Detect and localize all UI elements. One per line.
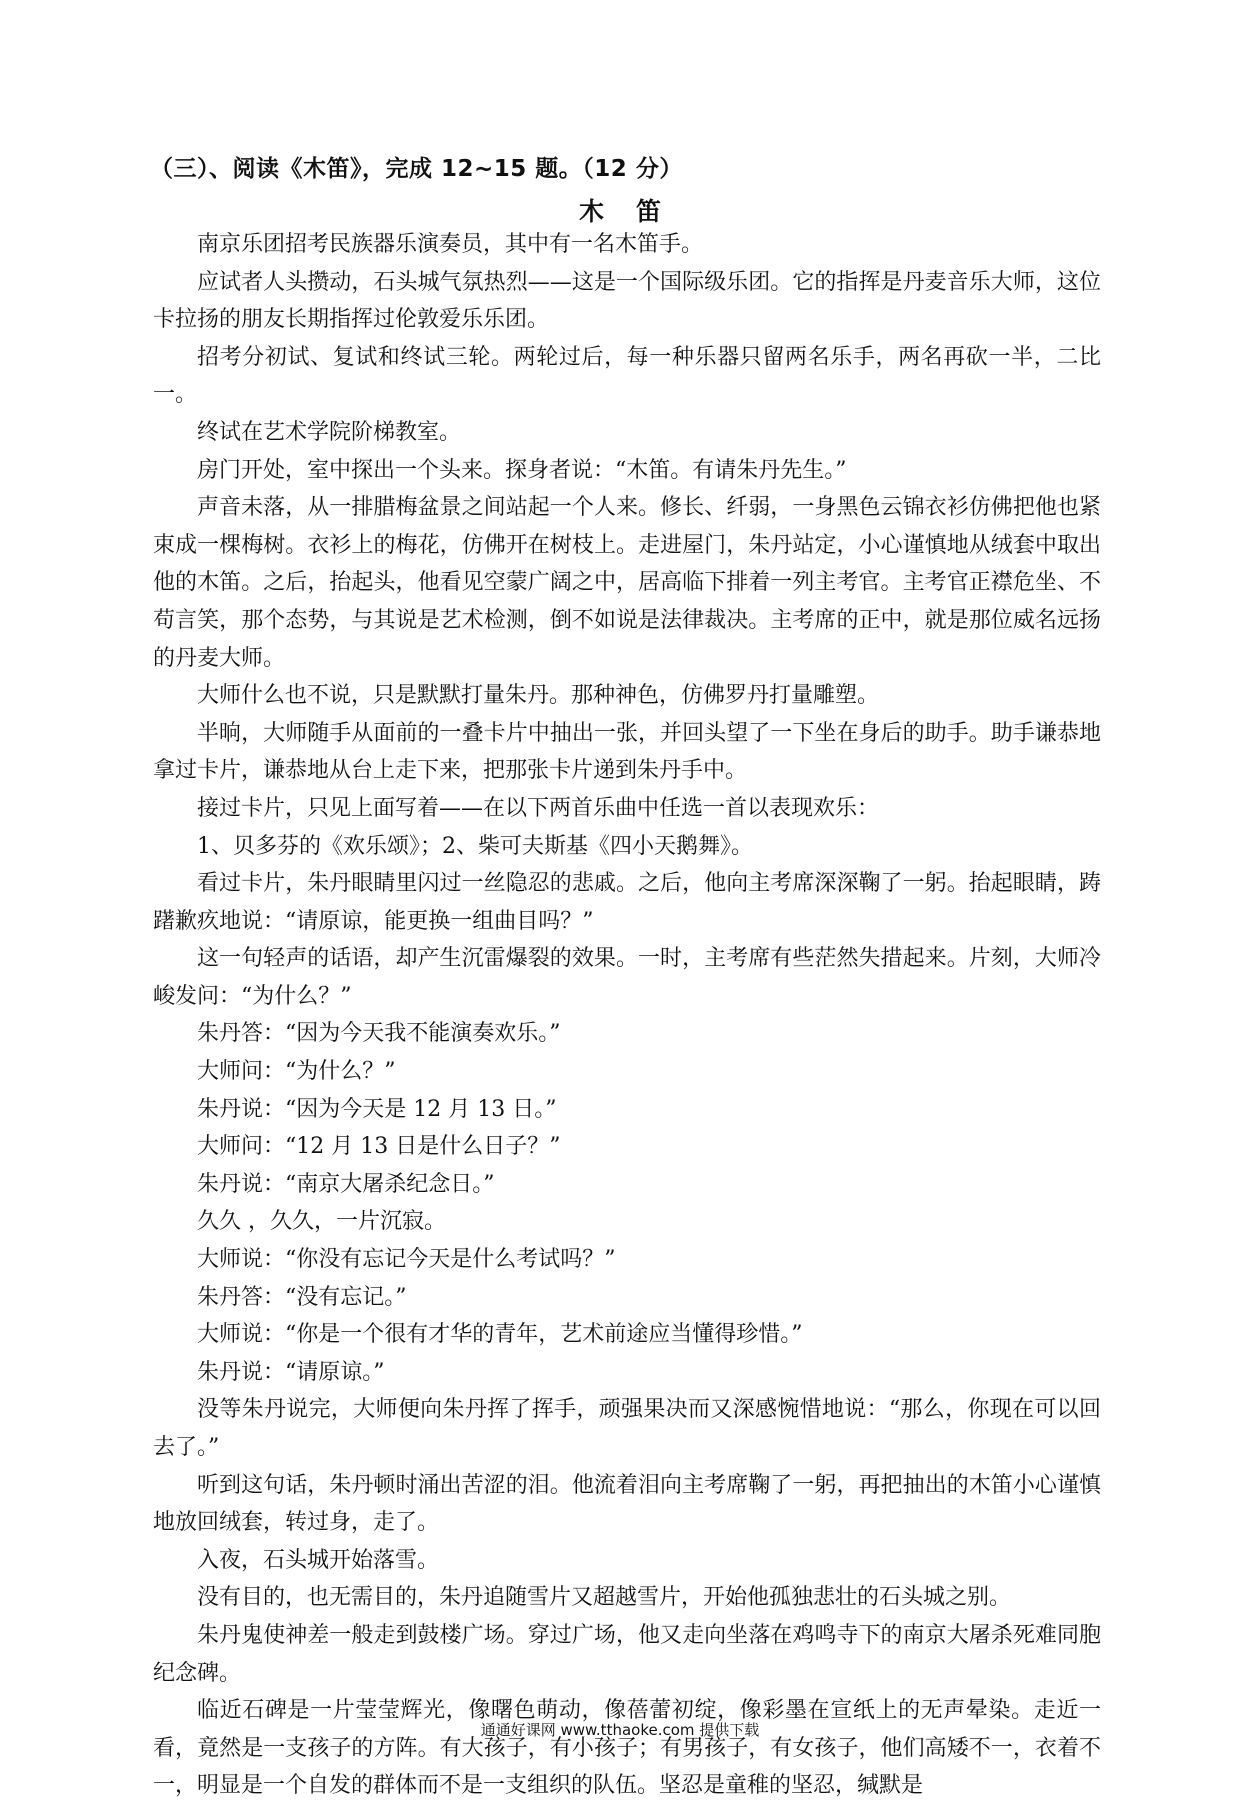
footer-source: 通通好课网 www.tthaoke.com 提供下载	[480, 1721, 760, 1739]
paragraph: 朱丹说：“请原谅。”	[197, 1359, 385, 1385]
paragraph: 临近石碑是一片莹莹辉光，像曙色萌动，像蓓蕾初绽，像彩墨在宣纸上的无声晕染。走近一看，竟然是一支孩子的方阵。有大孩子，有小孩子；有男孩子，有女孩子，他们高矮不一，衣着不一，明显是一个自发的群体而不是一支组织的队伍。坚忍是童稚的坚忍，缄默是	[153, 1698, 1101, 1799]
paragraph: 招考分初试、复试和终试三轮。两轮过后，每一种乐器只留两名乐手，两名再砍一半，二比一。	[153, 344, 1101, 408]
paragraph: 1、贝多芬的《欢乐颂》；2、柴可夫斯基《四小天鹅舞》。	[197, 833, 753, 859]
paragraph: 大师什么也不说，只是默默打量朱丹。那种神色，仿佛罗丹打量雕塑。	[197, 683, 880, 709]
section-heading: （三）、阅读《木笛》，完成 12~15 题。（12 分）	[150, 156, 683, 182]
paragraph: 久久 ，久久，一片沉寂。	[197, 1209, 446, 1235]
paragraph: 朱丹答：“因为今天我不能演奏欢乐。”	[197, 1021, 561, 1047]
paragraph: 大师说：“你是一个很有才华的青年，艺术前途应当懂得珍惜。”	[197, 1322, 803, 1348]
article-title	[0, 192, 1240, 228]
paragraph: 听到这句话，朱丹顿时涌出苦涩的泪。他流着泪向主考席鞠了一躬，再把抽出的木笛小心谨慎地放回绒套，转过身，走了。	[153, 1472, 1101, 1536]
paragraph: 应试者人头攒动，石头城气氛热烈——这是一个国际级乐团。它的指挥是丹麦音乐大师，这位卡拉扬的朋友长期指挥过伦敦爱乐乐团。	[153, 269, 1101, 333]
paragraph: 朱丹说：“南京大屠杀纪念日。”	[197, 1171, 495, 1197]
paragraph: 这一句轻声的话语，却产生沉雷爆裂的效果。一时，主考席有些茫然失措起来。片刻，大师冷峻发问：“为什么？”	[153, 946, 1101, 1009]
paragraph: 朱丹鬼使神差一般走到鼓楼广场。穿过广场，他又走向坐落在鸡鸣寺下的南京大屠杀死难同胞纪念碑。	[153, 1622, 1101, 1686]
paragraph: 接过卡片，只见上面写着——在以下两首乐曲中任选一首以表现欢乐：	[197, 795, 880, 821]
article-title-text: 木笛	[578, 197, 693, 226]
paragraph: 朱丹答：“没有忘记。”	[197, 1284, 407, 1310]
article-body	[153, 226, 1101, 1805]
paragraph: 大师说：“你没有忘记今天是什么考试吗？”	[197, 1247, 616, 1273]
paragraph: 看过卡片，朱丹眼睛里闪过一丝隐忍的悲戚。之后，他向主考席深深鞠了一躬。抬起眼睛，踌躇歉疚地说：“请原谅，能更换一组曲目吗？”	[153, 871, 1101, 934]
paragraph: 入夜，石头城开始落雪。	[197, 1547, 440, 1573]
paragraph: 大师问：“为什么？”	[197, 1059, 396, 1085]
paragraph: 半晌，大师随手从面前的一叠卡片中抽出一张，并回头望了一下坐在身后的助手。助手谦恭地拿过卡片，谦恭地从台上走下来，把那张卡片递到朱丹手中。	[153, 720, 1101, 784]
paragraph: 没等朱丹说完，大师便向朱丹挥了挥手，顽强果决而又深感惋惜地说：“那么，你现在可以回去了。”	[153, 1397, 1101, 1460]
paragraph: 声音未落，从一排腊梅盆景之间站起一个人来。修长、纤弱，一身黑色云锦衣衫仿佛把他也紧束成一棵梅树。衣衫上的梅花，仿佛开在树枝上。走进屋门，朱丹站定，小心谨慎地从绒套中取出他的木笛。之后，抬起头，他看见空蒙广阔之中，居高临下排着一列主考官。主考官正襟危坐、不苟言笑，那个态势，与其说是艺术检测，倒不如说是法律裁决。主考席的正中，就是那位威名远扬的丹麦大师。	[153, 495, 1101, 671]
paragraph: 朱丹说：“因为今天是 12 月 13 日。”	[197, 1096, 557, 1122]
paragraph: 终试在艺术学院阶梯教室。	[197, 419, 462, 445]
paragraph: 大师问：“12 月 13 日是什么日子？”	[197, 1134, 561, 1160]
paragraph: 南京乐团招考民族器乐演奏员，其中有一名木笛手。	[197, 232, 704, 257]
paragraph: 没有目的，也无需目的，朱丹追随雪片又超越雪片，开始他孤独悲壮的石头城之别。	[197, 1585, 1012, 1611]
paragraph: 房门开处，室中探出一个头来。探身者说：“木笛。有请朱丹先生。”	[197, 457, 847, 483]
